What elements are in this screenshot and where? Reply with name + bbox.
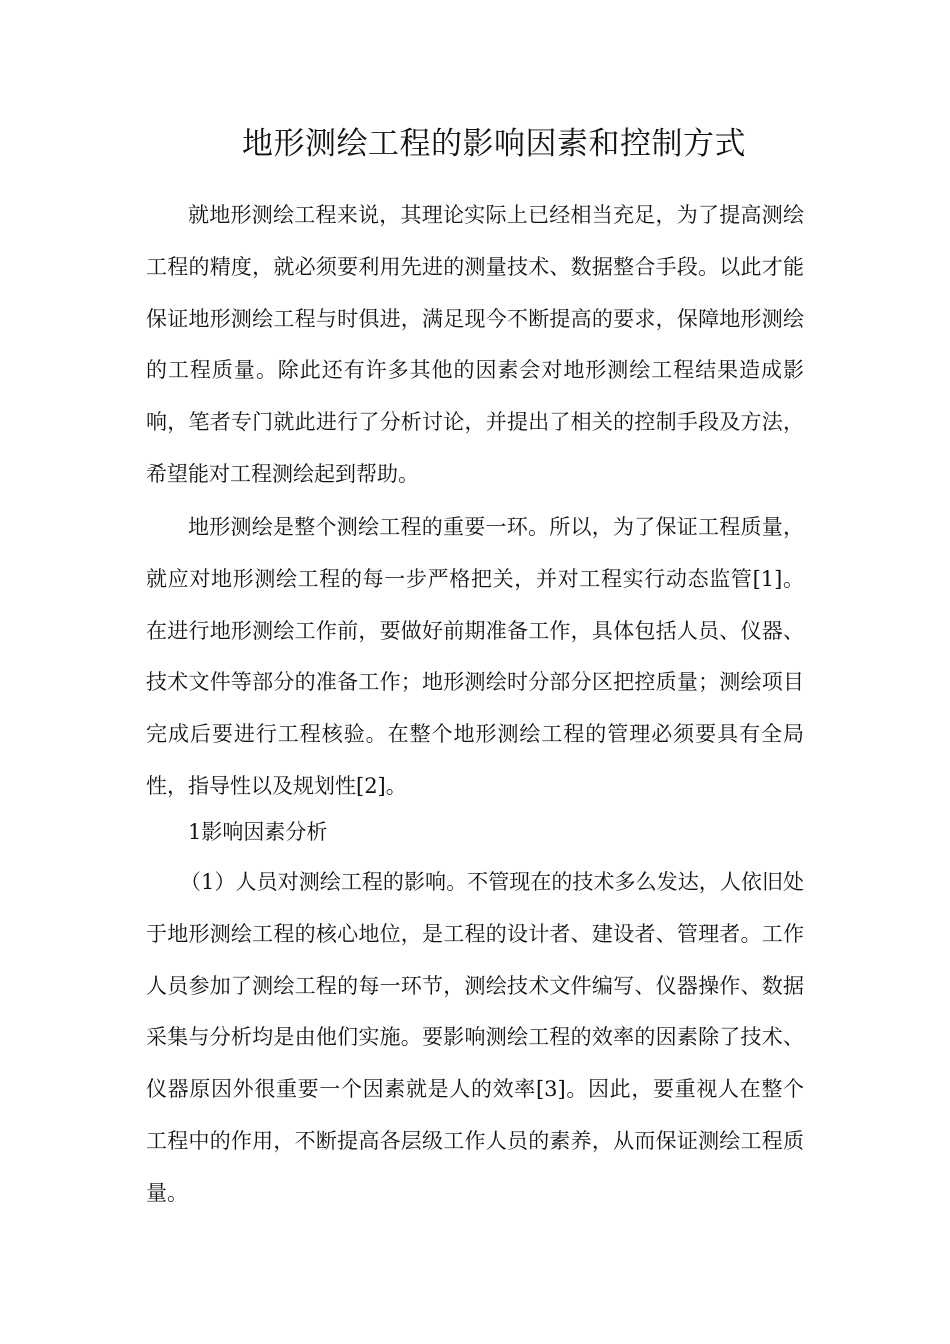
section-heading: 1影响因素分析 — [188, 820, 328, 844]
intro-paragraph: 就地形测绘工程来说，其理论实际上已经相当充足，为了提高测绘工程的精度，就必须要利用先进的测量技术、数据整合手段。以此才能保证地形测绘工程与时俱进，满足现今不断提高的要求，保障地形测绘的工程质量。除此还有许多其他的因素会对地形测绘工程结果造成影响，笔者专门就此进行了分析讨论，并提出了相关的控制手段及方法，希望能对工程测绘起到帮助。 — [146, 203, 804, 486]
document-title: 地形测绘工程的影响因素和控制方式 — [242, 126, 746, 162]
personnel-paragraph: （1）人员对测绘工程的影响。不管现在的技术多么发达，人依旧处于地形测绘工程的核心地位，是工程的设计者、建设者、管理者。工作人员参加了测绘工程的每一环节，测绘技术文件编写、仪器操作、数据采集与分析均是由他们实施。要影响测绘工程的效率的因素除了技术、仪器原因外很重要一个因素就是人的效率[3]。因此，要重视人在整个工程中的作用，不断提高各层级工作人员的素养，从而保证测绘工程质量。 — [146, 870, 804, 1205]
quality-paragraph: 地形测绘是整个测绘工程的重要一环。所以，为了保证工程质量，就应对地形测绘工程的每一步严格把关，并对工程实行动态监管[1]。在进行地形测绘工作前，要做好前期准备工作，具体包括人员、仪器、技术文件等部分的准备工作；地形测绘时分部分区把控质量；测绘项目完成后要进行工程核验。在整个地形测绘工程的管理必须要具有全局性，指导性以及规划性[2]。 — [146, 515, 804, 798]
